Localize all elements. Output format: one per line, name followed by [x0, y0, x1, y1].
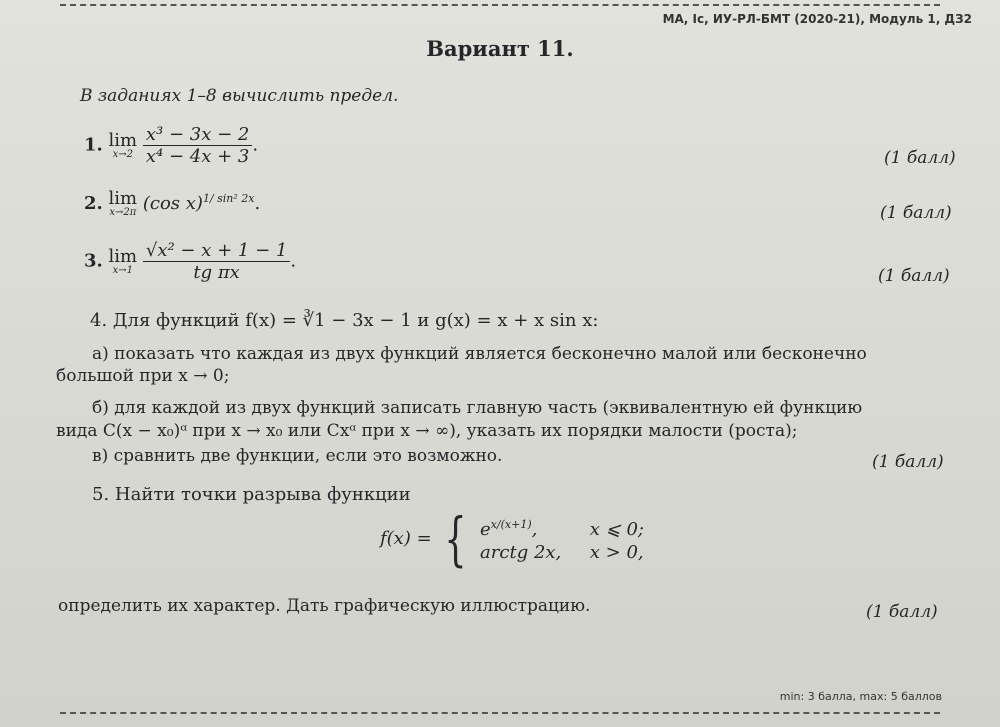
task-1-numerator: x³ − 3x − 2 [143, 124, 252, 146]
variant-title: Вариант 11. [426, 36, 574, 61]
task-1: 1. lim x→2 $\frac{\text{x³ − 3x − 2}}{\text{x⁴ − 4x + 3}}$ . [84, 124, 259, 167]
instructions: В заданиях 1–8 вычислить предел. [80, 86, 399, 106]
task-5-score: (1 балл) [866, 602, 938, 622]
task-4-c: в) сравнить две функции, если это возможно. [92, 446, 503, 466]
score-range-footer: min: 3 балла, max: 5 баллов [779, 690, 942, 703]
task-2-exponent: 1/ sin² 2x [202, 192, 255, 205]
case-1-exponent: x/(x+1) [490, 518, 532, 531]
case-1-base: e [480, 519, 491, 540]
case-2-condition: x > 0, [589, 542, 644, 563]
task-2-limit-sub: x→2π [109, 207, 137, 218]
task-3-fraction [143, 240, 290, 283]
task-5-tail: определить их характер. Дать графическую иллюстрацию. [58, 596, 591, 616]
task-2: 2. lim x→2π (cos x)$^{1/ sin^2 2x}$. [84, 188, 261, 218]
task-1-denominator: x⁴ − 4x + 3 [145, 146, 250, 167]
task-1-fraction [143, 124, 252, 167]
course-header: МА, Ic, ИУ-РЛ-БМТ (2020-21), Модуль 1, ДЗ2 [662, 12, 972, 26]
task-3-limit: lim x→1 [108, 245, 138, 276]
bottom-dashed-line [60, 712, 940, 714]
task-1-number: 1. [84, 134, 103, 156]
task-4-b-line2: вида C(x − x₀)ᵅ при x → x₀ или Cxᵅ при x → ∞), указать их порядки малости (роста); [56, 421, 798, 441]
task-3-limit-sub: x→1 [112, 264, 134, 276]
task-2-number: 2. [84, 193, 103, 214]
task-4-a-line1: а) показать что каждая из двух функций является бесконечно малой или бесконечно [92, 344, 867, 364]
task-4-a-line2: большой при x → 0; [56, 366, 230, 386]
task-3-denominator: tg πx [193, 262, 240, 283]
case-2-expression: arctg 2x, [480, 542, 562, 563]
top-dashed-line [60, 4, 940, 6]
task-3-numerator: √x² − x + 1 − 1 [143, 240, 290, 262]
task-5-lead: 5. Найти точки разрыва функции [92, 484, 411, 505]
task-1-score: (1 балл) [884, 148, 956, 168]
task-4-b-line1: б) для каждой из двух функций записать главную часть (эквивалентную ей функцию [92, 398, 863, 418]
case-1 [480, 511, 644, 539]
piecewise-function [380, 505, 644, 573]
task-4-lead: 4. Для функций f(x) = ∛1 − 3x − 1 и g(x) = x + x sin x: [90, 310, 599, 331]
task-1-limit: lim x→2 [108, 129, 138, 160]
piecewise-lhs: f(x) = [380, 528, 432, 549]
task-4-score: (1 балл) [872, 452, 944, 472]
case-1-expression: $e^{x/(x+1)}$, [480, 511, 584, 544]
case-1-condition: x ⩽ 0; [589, 519, 644, 540]
task-2-score: (1 балл) [880, 203, 952, 223]
task-1-limit-sub: x→2 [112, 148, 134, 160]
task-3-number: 3. [84, 250, 103, 272]
piecewise-cases [480, 511, 644, 567]
task-2-limit: lim x→2π [108, 188, 138, 218]
task-3: 3. lim x→1 $\frac{\text{√x² − x + 1 − 1}}{\text{tg πx}}$ . [84, 240, 297, 283]
task-3-score: (1 балл) [878, 266, 950, 286]
case-2 [480, 539, 644, 567]
task-2-base: (cos x) [142, 193, 203, 214]
piecewise-brace: { [444, 505, 467, 573]
